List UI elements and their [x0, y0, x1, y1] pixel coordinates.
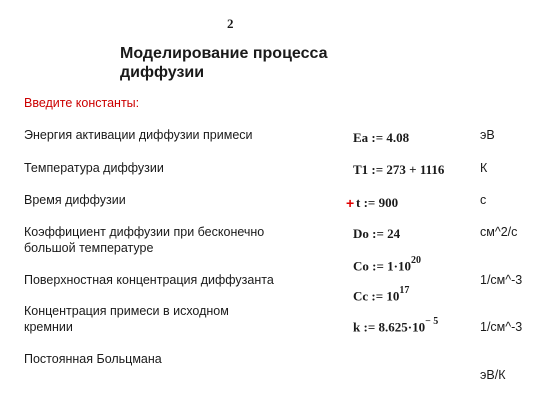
label-boltzmann-constant: Постоянная Больцмана — [24, 352, 162, 366]
unit-temperature: К — [480, 161, 488, 175]
formula-co-exponent: 20 — [410, 255, 421, 266]
formula-ea-value: 4.08 — [386, 130, 410, 145]
formula-ea-lhs: Ea — [353, 130, 369, 145]
label-activation-energy: Энергия активации диффузии примеси — [24, 128, 253, 142]
constants-prompt: Введите константы: — [24, 96, 140, 110]
formula-do[interactable] — [353, 226, 400, 242]
formula-k-value: 8.625·10 — [378, 319, 426, 335]
unit-time: с — [480, 193, 487, 207]
unit-boltzmann-constant: эВ/К — [480, 368, 506, 382]
formula-t-lhs: t — [356, 195, 361, 210]
formula-ea-op: := — [371, 130, 384, 145]
formula-t[interactable] — [356, 195, 398, 211]
formula-t1[interactable] — [353, 162, 444, 178]
label-initial-concentration: Концентрация примеси в исходном кремнии — [24, 304, 229, 334]
formula-cc-op: := — [371, 288, 384, 304]
formula-t1-op: := — [371, 162, 384, 177]
unit-initial-concentration: 1/см^-3 — [480, 320, 523, 334]
label-diffusion-time: Время диффузии — [24, 193, 126, 207]
crosshair-cursor-icon: + — [346, 195, 355, 211]
formula-co-value: 1·10 — [387, 258, 411, 274]
formula-k-op: := — [363, 319, 376, 335]
unit-activation-energy: эВ — [480, 128, 495, 142]
formula-co-lhs: Co — [353, 258, 369, 274]
formula-co-op: := — [372, 258, 384, 274]
formula-do-op: := — [372, 226, 384, 241]
formula-k-exponent: − 5 — [425, 316, 439, 327]
label-diffusion-temperature: Температура диффузии — [24, 161, 164, 175]
formula-t-op: := — [363, 195, 376, 210]
formula-cc-exponent: 17 — [399, 285, 410, 296]
page-title: Моделирование процесса диффузии — [120, 45, 328, 81]
formula-ea[interactable] — [353, 130, 409, 146]
formula-cc-value: 10 — [386, 288, 400, 304]
formula-do-lhs: Do — [353, 226, 369, 241]
formula-cc-lhs: Cc — [353, 288, 369, 304]
formula-k-lhs: k — [353, 319, 361, 335]
label-diffusion-coefficient: Коэффициент диффузии при бесконечно большой температуре — [24, 225, 265, 255]
formula-do-value: 24 — [387, 226, 401, 241]
page-number: 2 — [227, 16, 234, 31]
formula-t1-value: 273 + 1116 — [386, 162, 445, 177]
unit-diffusion-coefficient: см^2/с — [480, 225, 518, 239]
formula-cc[interactable] — [353, 287, 409, 304]
label-surface-concentration: Поверхностная концентрация диффузанта — [24, 273, 274, 287]
formula-k[interactable] — [353, 318, 438, 335]
formula-t1-lhs: T1 — [353, 162, 369, 177]
formula-co[interactable] — [353, 257, 421, 274]
unit-surface-concentration: 1/см^-3 — [480, 273, 523, 287]
formula-t-value: 900 — [378, 195, 399, 210]
